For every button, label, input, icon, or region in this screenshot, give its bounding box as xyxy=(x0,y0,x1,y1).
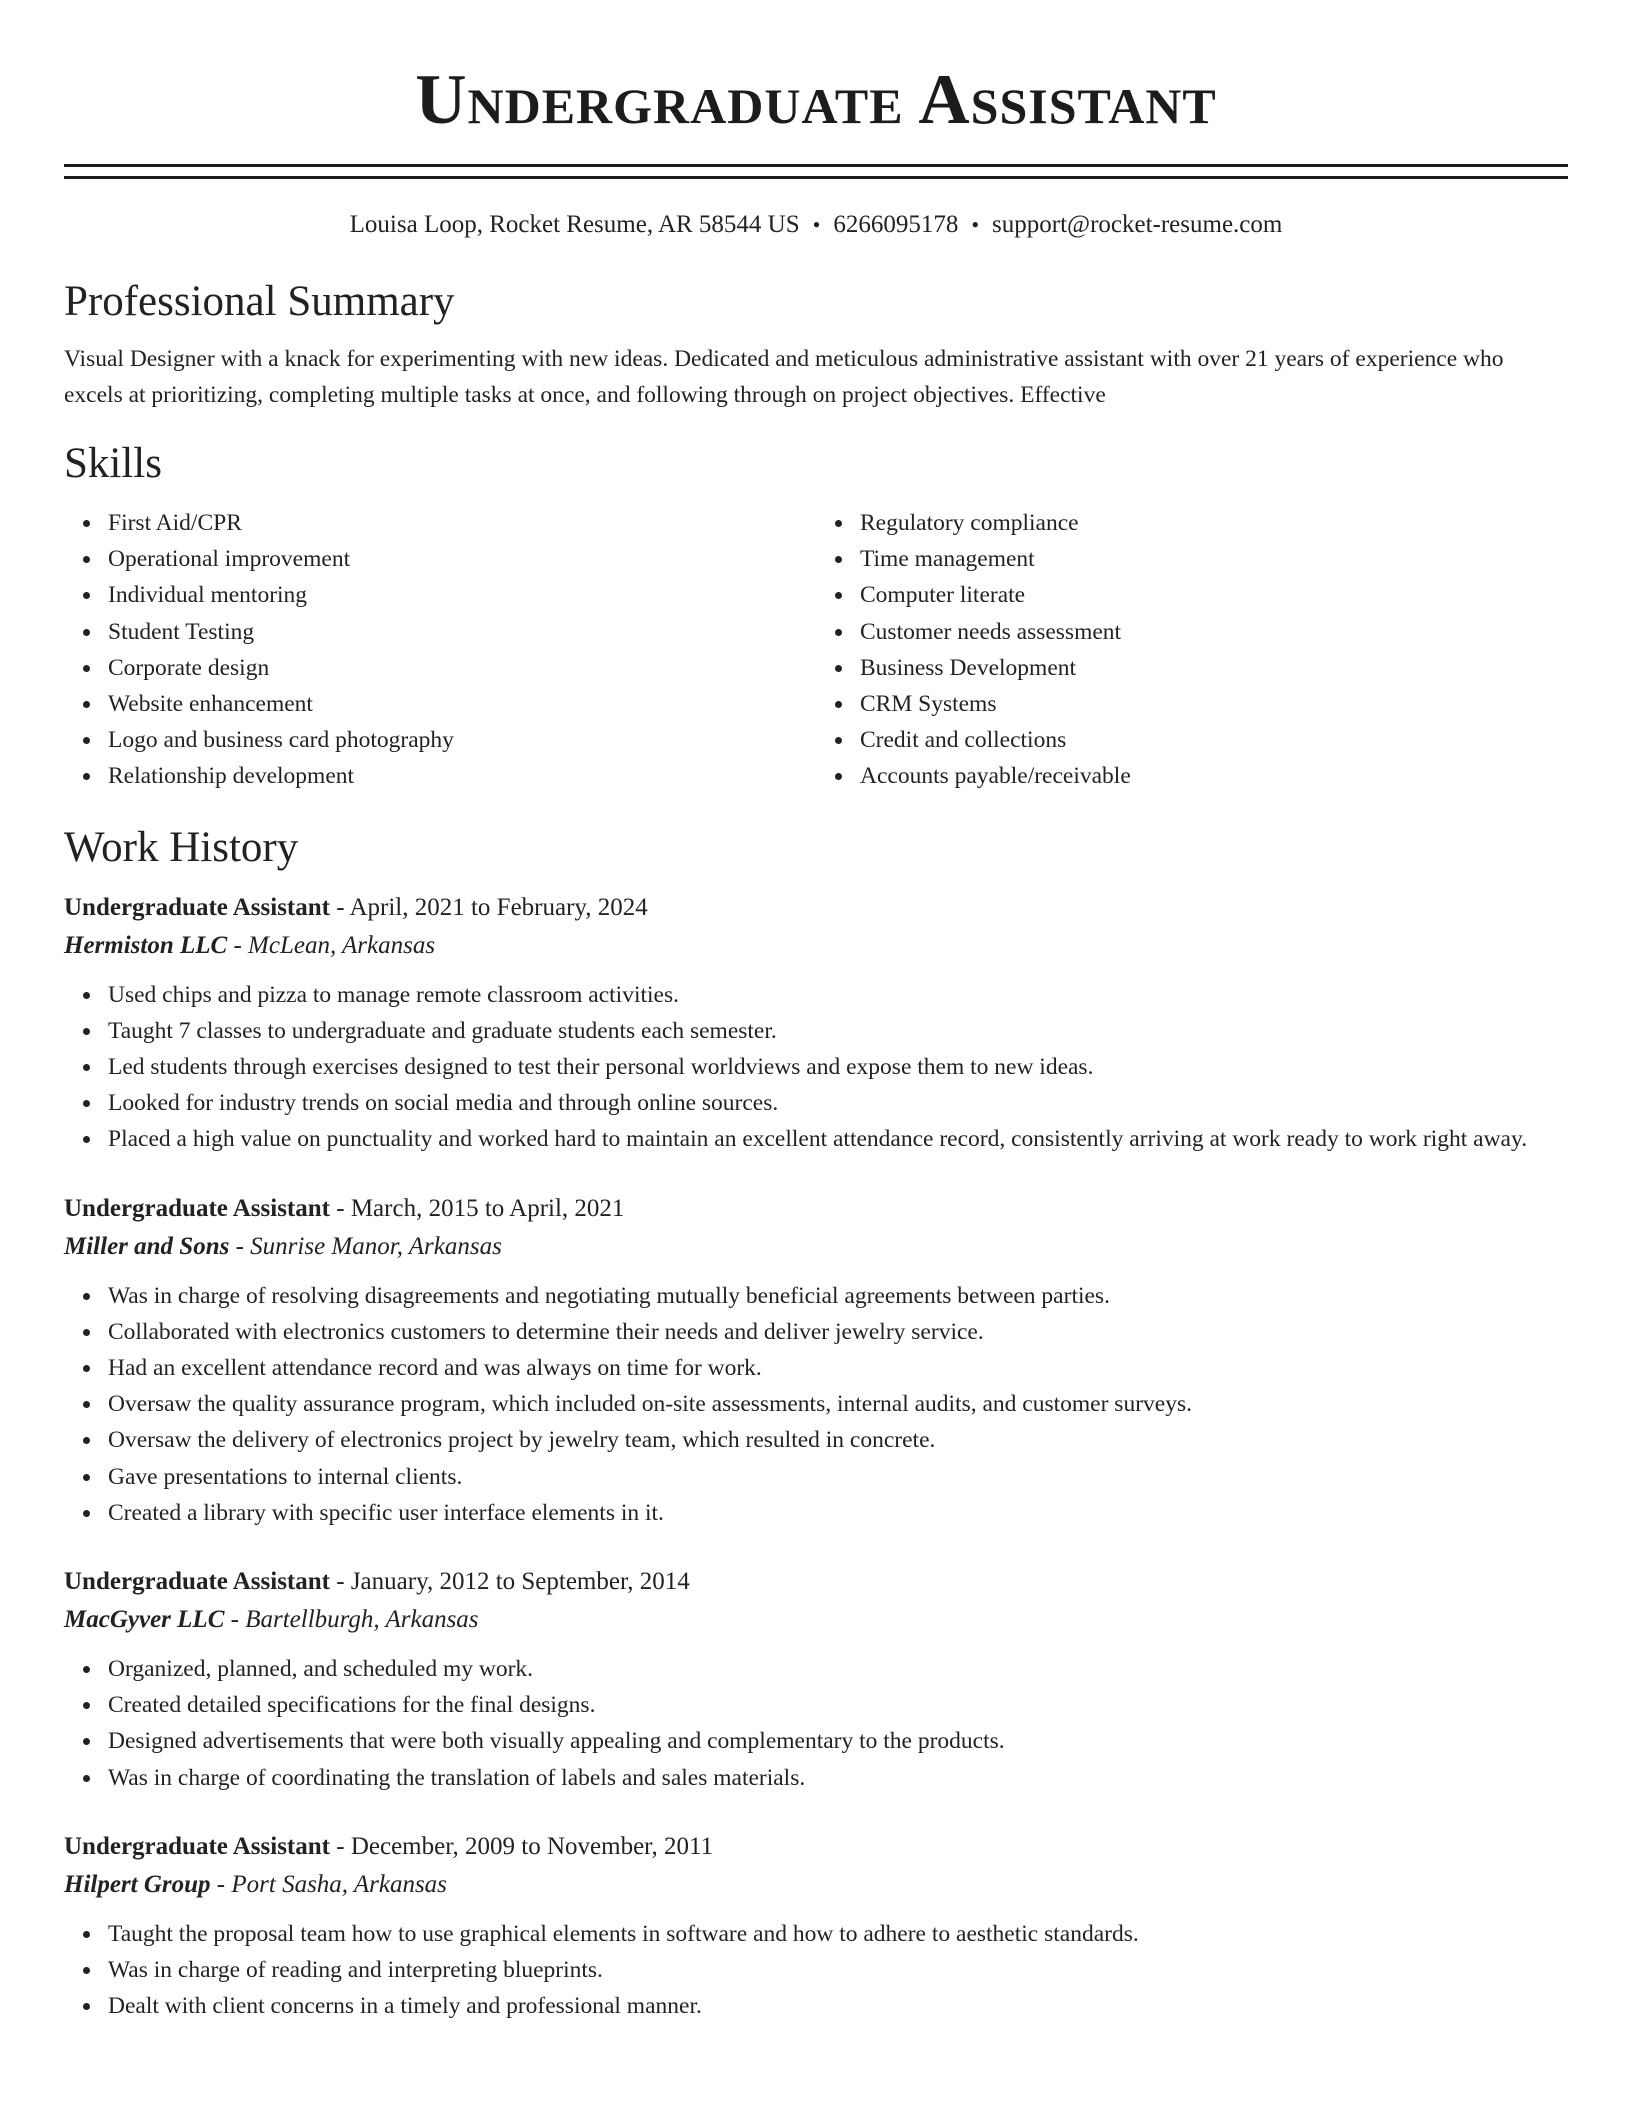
skill-item: Customer needs assessment xyxy=(860,614,1568,650)
contact-line xyxy=(64,209,1568,241)
skill-item: Individual mentoring xyxy=(108,577,816,613)
job-bullet: Looked for industry trends on social media and through online sources. xyxy=(108,1085,1568,1121)
job-role: Undergraduate Assistant xyxy=(64,893,330,921)
job-bullet: Created a library with specific user interface elements in it. xyxy=(108,1495,1568,1531)
skill-item: Student Testing xyxy=(108,614,816,650)
contact-separator: • xyxy=(812,212,821,237)
job-bullets xyxy=(64,1278,1568,1531)
job-role: Undergraduate Assistant xyxy=(64,1194,330,1222)
job-company-line xyxy=(64,1601,1568,1639)
skills-list-left xyxy=(64,505,816,795)
job-entry xyxy=(64,1563,1568,1796)
job-bullet: Taught 7 classes to undergraduate and graduate students each semester. xyxy=(108,1013,1568,1049)
job-dates: - December, 2009 to November, 2011 xyxy=(330,1832,714,1860)
summary-text: Visual Designer with a knack for experimenting with new ideas. Dedicated and meticulous administrative assistant with over 21 years of experience who excels at prioritizing, completing multiple tasks at once, and following through on project objectives. Effective xyxy=(64,346,1504,408)
job-bullet: Oversaw the quality assurance program, which included on-site assessments, internal audits, and customer surveys. xyxy=(108,1386,1568,1422)
job-entry xyxy=(64,1190,1568,1531)
job-bullet: Had an excellent attendance record and was always on time for work. xyxy=(108,1350,1568,1386)
job-role: Undergraduate Assistant xyxy=(64,1832,330,1860)
job-bullet: Designed advertisements that were both visually appealing and complementary to the products. xyxy=(108,1723,1568,1759)
skill-item: Business Development xyxy=(860,650,1568,686)
job-header xyxy=(64,1190,1568,1228)
contact-address: Louisa Loop, Rocket Resume, AR 58544 US xyxy=(349,211,800,238)
job-dates: - January, 2012 to September, 2014 xyxy=(330,1568,690,1596)
skill-item: Corporate design xyxy=(108,650,816,686)
skill-item: Relationship development xyxy=(108,758,816,794)
job-bullet: Oversaw the delivery of electronics project by jewelry team, which resulted in concrete. xyxy=(108,1422,1568,1458)
skill-item: Time management xyxy=(860,541,1568,577)
resume-title: Undergraduate Assistant xyxy=(415,61,1217,139)
job-header xyxy=(64,889,1568,927)
skills-list-right xyxy=(816,505,1568,795)
job-company: Hilpert Group xyxy=(64,1870,211,1898)
job-bullet: Created detailed specifications for the final designs. xyxy=(108,1687,1568,1723)
job-bullet: Was in charge of resolving disagreements and negotiating mutually beneficial agreements between parties. xyxy=(108,1278,1568,1314)
skill-item: Accounts payable/receivable xyxy=(860,758,1568,794)
skill-item: CRM Systems xyxy=(860,686,1568,722)
work-history-heading: Work History xyxy=(64,823,299,871)
job-location: - Sunrise Manor, Arkansas xyxy=(229,1232,502,1260)
skill-item: Computer literate xyxy=(860,577,1568,613)
skill-item: Website enhancement xyxy=(108,686,816,722)
skill-item: First Aid/CPR xyxy=(108,505,816,541)
job-entry xyxy=(64,889,1568,1158)
job-bullet: Collaborated with electronics customers to determine their needs and deliver jewelry service. xyxy=(108,1314,1568,1350)
skill-item: Operational improvement xyxy=(108,541,816,577)
job-bullet: Used chips and pizza to manage remote classroom activities. xyxy=(108,977,1568,1013)
job-bullet: Dealt with client concerns in a timely and professional manner. xyxy=(108,1988,1568,2024)
job-location: - Bartellburgh, Arkansas xyxy=(224,1606,479,1634)
skills-columns xyxy=(64,505,1568,795)
job-bullets xyxy=(64,1651,1568,1796)
job-company: Miller and Sons xyxy=(64,1232,230,1260)
job-bullets xyxy=(64,1916,1568,2025)
skill-item: Logo and business card photography xyxy=(108,722,816,758)
contact-separator: • xyxy=(971,212,980,237)
job-bullet: Was in charge of coordinating the translation of labels and sales materials. xyxy=(108,1760,1568,1796)
job-header xyxy=(64,1828,1568,1866)
job-bullet: Gave presentations to internal clients. xyxy=(108,1459,1568,1495)
job-company: Hermiston LLC xyxy=(64,931,228,959)
contact-email: support@rocket-resume.com xyxy=(992,211,1283,238)
job-location: - McLean, Arkansas xyxy=(227,931,436,959)
job-bullet: Was in charge of reading and interpreting blueprints. xyxy=(108,1952,1568,1988)
skill-item: Regulatory compliance xyxy=(860,505,1568,541)
job-company-line xyxy=(64,1228,1568,1266)
job-bullet: Placed a high value on punctuality and worked hard to maintain an excellent attendance record, consistently arriving at work ready to work right away. xyxy=(108,1121,1568,1157)
job-bullet: Taught the proposal team how to use graphical elements in software and how to adhere to aesthetic standards. xyxy=(108,1916,1568,1952)
skills-heading: Skills xyxy=(64,440,162,487)
job-location: - Port Sasha, Arkansas xyxy=(210,1870,447,1898)
job-dates: - March, 2015 to April, 2021 xyxy=(330,1194,625,1222)
skill-item: Credit and collections xyxy=(860,722,1568,758)
title-divider xyxy=(64,164,1568,179)
job-company: MacGyver LLC xyxy=(64,1606,225,1634)
job-bullet: Led students through exercises designed to test their personal worldviews and expose them to new ideas. xyxy=(108,1049,1568,1085)
job-role: Undergraduate Assistant xyxy=(64,1568,330,1596)
summary-heading: Professional Summary xyxy=(64,278,455,325)
job-bullets xyxy=(64,977,1568,1158)
job-company-line xyxy=(64,927,1568,965)
job-bullet: Organized, planned, and scheduled my work. xyxy=(108,1651,1568,1687)
job-entry xyxy=(64,1828,1568,2025)
job-header xyxy=(64,1563,1568,1601)
contact-phone: 6266095178 xyxy=(833,211,959,238)
job-dates: - April, 2021 to February, 2024 xyxy=(330,893,648,921)
job-company-line xyxy=(64,1866,1568,1904)
